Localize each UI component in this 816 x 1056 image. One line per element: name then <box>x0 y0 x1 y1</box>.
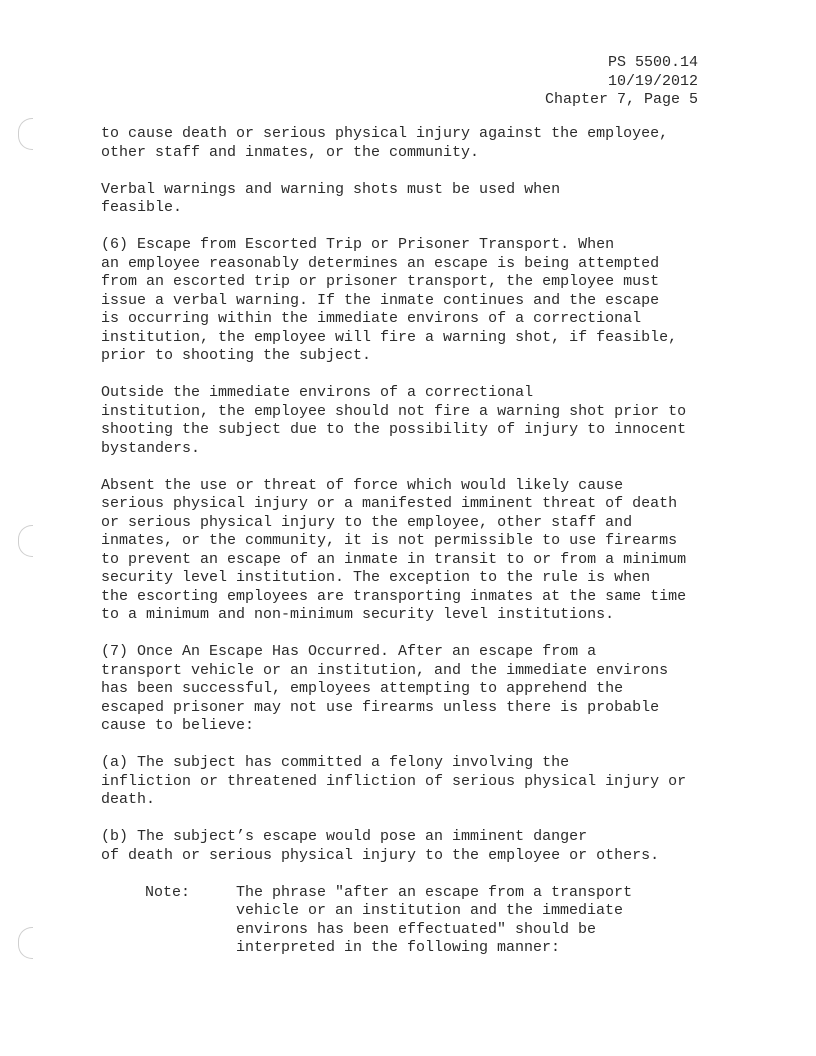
paragraph-item-b: (b) The subject’s escape would pose an imminent danger of death or serious physical injury to the employee or others. <box>101 828 660 864</box>
paragraph-continuation: to cause death or serious physical injury against the employee, other staff and inmates, or the community. <box>101 125 669 161</box>
paragraph-item-a: (a) The subject has committed a felony involving the infliction or threatened infliction of serious physical injury or death. <box>101 754 687 808</box>
chapter-page-label: Chapter 7, Page 5 <box>544 91 698 108</box>
paragraph-escape-escorted-trip: (6) Escape from Escorted Trip or Prisoner Transport. When an employee reasonably determines an escape is being attempted from an escorted trip or prisoner transport, the employee must issue a verbal warning. If the inmate continues and the escape is occurring within the immediate environs of a correctional institution, the employee will fire a warning shot, if feasible, prior to shooting the subject. <box>101 236 678 364</box>
paragraph-outside-environs: Outside the immediate environs of a correctional institution, the employee should not fire a warning shot prior to shooting the subject due to the possibility of injury to innocent bystanders. <box>101 384 687 457</box>
page-header <box>545 54 698 110</box>
note-text: The phrase "after an escape from a transport vehicle or an institution and the immediate environs has been effectuated" should be interpreted in the following manner: <box>236 883 633 956</box>
punch-hole-mark <box>18 118 33 150</box>
punch-hole-mark <box>18 927 33 959</box>
paragraph-absent-threat: Absent the use or threat of force which would likely cause serious physical injury or a manifested imminent threat of death or serious physical injury to the employee, other staff and inmates, or the community, it is not permissible to use firearms to prevent an escape of an inmate in transit to or from a minimum security level institution. The exception to the rule is when the escorting employees are transporting inmates at the same time to a minimum and non-minimum security level institutions. <box>101 476 687 623</box>
document-body <box>101 125 711 958</box>
document-number: PS 5500.14 <box>607 54 698 71</box>
paragraph-once-escape-occurred: (7) Once An Escape Has Occurred. After an escape from a transport vehicle or an institution, and the immediate environs has been successful, employees attempting to apprehend the escaped prisoner may not use firearms unless there is probable cause to believe: <box>101 643 669 734</box>
document-date: 10/19/2012 <box>607 72 698 90</box>
note-block <box>145 884 711 958</box>
note-label: Note: <box>145 883 191 901</box>
punch-hole-mark <box>18 525 33 557</box>
paragraph-verbal-warnings: Verbal warnings and warning shots must be used when feasible. <box>101 180 561 216</box>
